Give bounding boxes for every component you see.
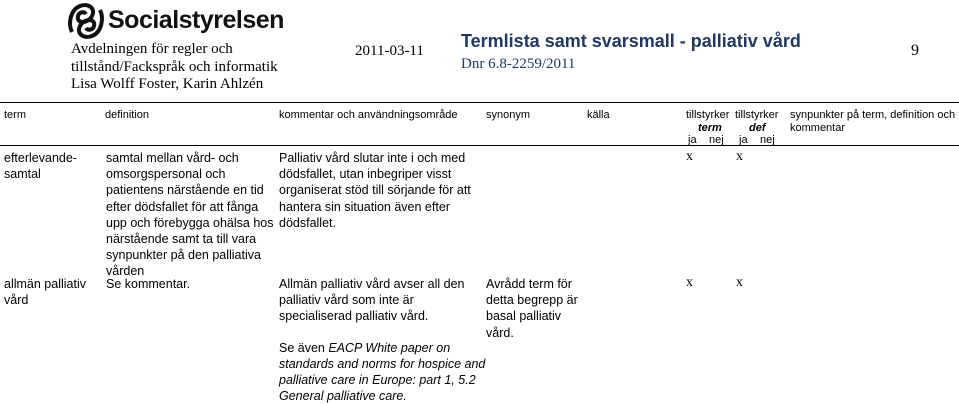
- socialstyrelsen-logo-icon: [66, 2, 106, 40]
- row2-term-line: vård: [4, 293, 29, 308]
- row1-definition-line: vården: [106, 264, 145, 279]
- column-header-definition: definition: [105, 109, 150, 121]
- department-line-1: Avdelningen för regler och: [71, 41, 233, 57]
- row1-comment-line: Palliativ vård slutar inte i och med: [279, 151, 466, 165]
- row1-comment-line: dödsfallet, utan inbegriper visst: [279, 167, 452, 182]
- document-reference-number: Dnr 6.8-2259/2011: [461, 56, 576, 72]
- row2-term: [4, 276, 86, 308]
- table-top-rule: [0, 102, 959, 103]
- column-header-def-yes: ja: [739, 134, 748, 146]
- row2-see-also-line: [279, 340, 485, 356]
- row1-comment-line: hantera sin situation även efter: [279, 199, 450, 214]
- row2-see-also-line: General palliative care.: [279, 389, 407, 404]
- row2-def-yes-mark[interactable]: x: [736, 275, 743, 290]
- row1-definition-line: upp och förebygga ohälsa hos: [106, 215, 274, 230]
- row2-see-also-line: standards and norms for hospice and: [279, 356, 486, 371]
- row1-comment-line: dödsfallet.: [279, 215, 336, 230]
- column-header-notes: synpunkter på term, definition och: [790, 109, 956, 121]
- logo-wordmark: Socialstyrelsen: [108, 6, 284, 34]
- column-header-synonym: synonym: [486, 109, 531, 121]
- row2-term-line: allmän palliativ: [4, 277, 86, 291]
- author-line: Lisa Wolff Foster, Karin Ahlzén: [71, 76, 264, 92]
- column-header-comment: kommentar och användningsområde: [279, 109, 458, 121]
- department-line-2: tillstånd/Fackspråk och informatik: [71, 59, 278, 75]
- column-header-endorse-def-label: tillstyrker: [735, 109, 779, 121]
- row1-term-line: samtal: [4, 167, 41, 182]
- row1-definition-line: närstående samt ta till vara: [106, 232, 257, 247]
- row1-term: [4, 150, 77, 182]
- row1-definition-line: efter dödsfallet för att fånga: [106, 199, 259, 214]
- column-header-term: term: [4, 109, 26, 121]
- row2-comment-line: Allmän palliativ vård avser all den: [279, 277, 465, 291]
- row1-def-yes-mark[interactable]: x: [736, 149, 743, 164]
- column-header-term-yes: ja: [688, 134, 697, 146]
- row2-term-yes-mark[interactable]: x: [686, 275, 693, 290]
- row1-comment-line: organiserat stöd till sörjande för att: [279, 183, 471, 198]
- row2-comment-line: palliativ vård som inte är: [279, 293, 414, 308]
- page-number: 9: [911, 42, 919, 59]
- document-date: 2011-03-11: [355, 43, 424, 59]
- row1-definition-line: patientens närstående en tid: [106, 183, 264, 198]
- row1-definition-line: omsorgspersonal och: [106, 167, 226, 182]
- row2-synonym: [486, 276, 578, 341]
- row1-definition-line: synpunkter på den palliativa: [106, 248, 261, 263]
- table-header-rule: [0, 145, 959, 146]
- row1-term-yes-mark[interactable]: x: [686, 149, 693, 164]
- row1-comment: [279, 150, 471, 231]
- column-header-notes-cont: kommentar: [790, 122, 846, 134]
- row2-synonym-line: vård.: [486, 325, 514, 340]
- row1-term-line: efterlevande-: [4, 151, 77, 165]
- see-also-reference: EACP White paper on: [328, 340, 451, 355]
- row2-see-also-line: palliative care in Europe: part 1, 5.2: [279, 373, 476, 388]
- see-also-prefix: Se även: [279, 340, 329, 355]
- row1-definition-line: samtal mellan vård- och: [106, 151, 239, 165]
- row2-synonym-line: detta begrepp är: [486, 293, 578, 308]
- column-header-def-no: nej: [760, 134, 775, 146]
- row2-synonym-line: basal palliativ: [486, 309, 562, 324]
- row2-comment: [279, 276, 485, 404]
- column-header-endorse-def: def: [749, 122, 766, 134]
- column-header-term-no: nej: [709, 134, 724, 146]
- row1-definition: [106, 150, 274, 280]
- column-header-endorse-term-label: tillstyrker: [686, 109, 730, 121]
- column-header-endorse-term: term: [698, 122, 722, 134]
- column-header-source: källa: [587, 109, 610, 121]
- row2-synonym-line: Avrådd term för: [486, 277, 572, 291]
- row2-comment-line: specialiserad palliativ vård.: [279, 309, 429, 324]
- document-title: Termlista samt svarsmall - palliativ vård: [461, 31, 801, 51]
- row2-definition: Se kommentar.: [106, 277, 191, 291]
